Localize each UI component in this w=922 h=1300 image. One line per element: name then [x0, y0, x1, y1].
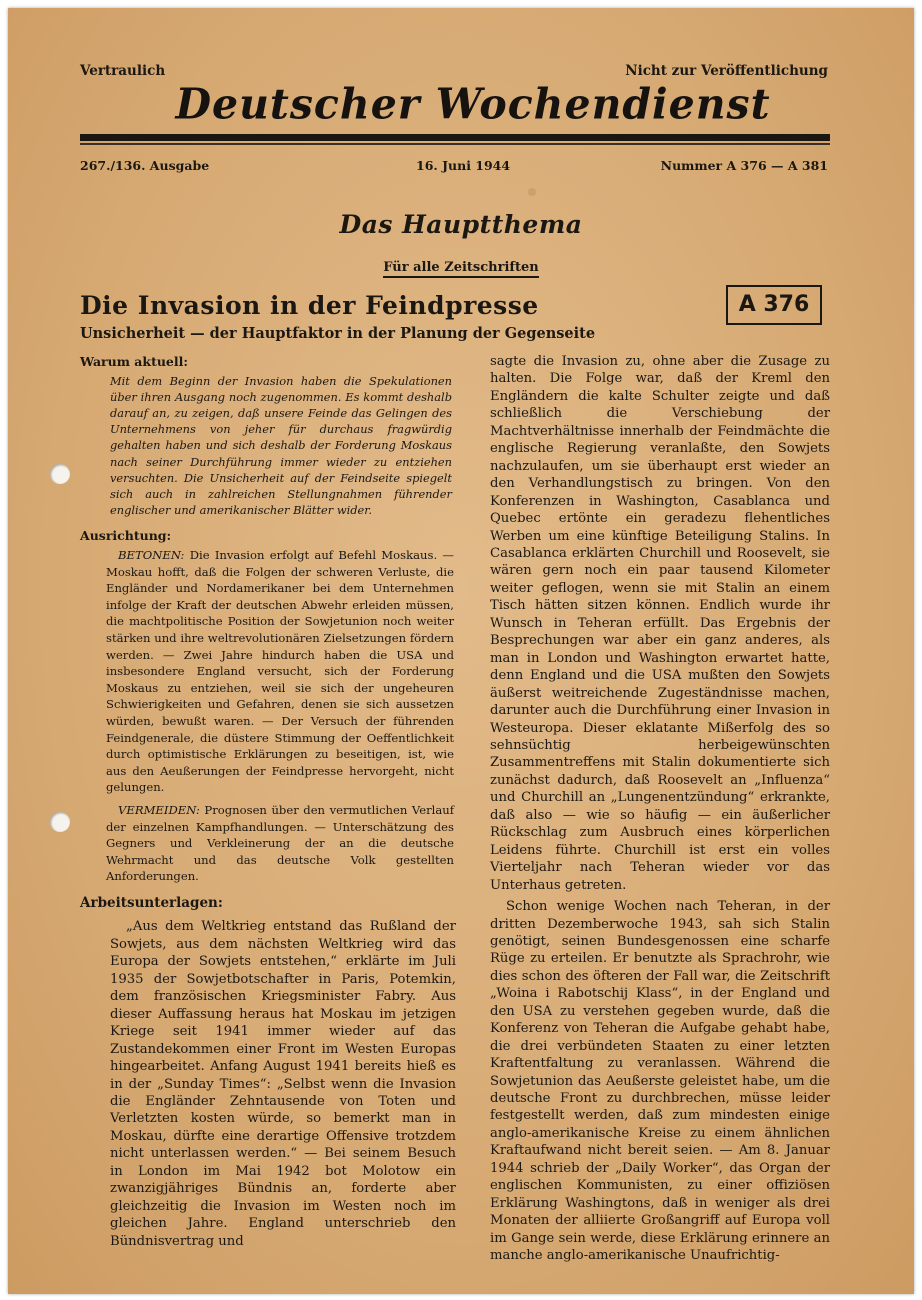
article-code-box: A 376 — [726, 285, 822, 325]
emphasize-text: Die Invasion erfolgt auf Befehl Moskaus. — Moskau hofft, daß die Folgen der schweren Verluste, die Engländer und Nordamerikaner bei dem Unternehmen infolge der Kraft der deutschen Abwehr erleiden müssen, die machtpolitische Position der Sowjetunion noch weiter stärken und ihre weltrevolutionären Zielsetzungen fördern werden. — Zwei Jahre hindurch haben die USA und insbesondere England versucht, sich der Forderung Moskaus zu entziehen, weil sie sich der ungeheuren Schwierigkeiten und Gefahren, denen sie sich aussetzen würden, bewußt waren. — Der Versuch der führenden Feindgenerale, die düstere Stimmung der Oeffentlichkeit durch optimistische Erklärungen zu beseitigen, ist, wie aus den Aeußerungen der Feindpresse hervorgeht, nicht gelungen. — [106, 548, 454, 795]
emphasize-keyword: BETONEN: — [118, 548, 185, 563]
avoid-text: Prognosen über den vermutlichen Verlauf der einzelnen Kampfhandlungen. — Unterschätzung des Gegners und Verkleinerung der an die deutsche Wehrmacht und das deutsche Volk gestellten Anforderungen. — [106, 802, 454, 884]
avoid-paragraph — [106, 802, 454, 885]
punch-hole — [50, 464, 70, 484]
document-page — [8, 8, 914, 1294]
masthead-rule — [80, 134, 830, 141]
audience-label: Für alle Zeitschriften — [383, 260, 538, 278]
masthead-rule-thin — [80, 143, 830, 145]
why-text: Mit dem Beginn der Invasion haben die Spekulationen über ihren Ausgang noch zugenommen. Es kommt deshalb darauf an, zu zeigen, daß unsere Feinde das Gelingen des Unternehmens von jeher für durchaus fragwürdig gehalten haben und sich deshalb der Forderung Moskaus nach seiner Durchführung immer wieder zu entziehen versuchten. Die Unsicherheit auf der Feindseite spiegelt sich auch in zahlreichen Stellungnahmen führender englischer und amerikanischer Blätter wider. — [110, 373, 452, 518]
masthead-title: Deutscher Wochendienst — [175, 79, 771, 129]
issue-date: 16. Juni 1944 — [416, 158, 511, 173]
right-paragraph-2: Schon wenige Wochen nach Teheran, in der dritten Dezemberwoche 1943, sah sich Stalin genötigt, seinen Bundesgenossen eine scharfe Rüge zu erteilen. Er benutzte als Sprachrohr, wie dies schon des öfteren der Fall war, die Zeitschrift „Woina i Rabotschij Klass“, in der England und den USA zu verstehen gegeben wurde, daß die Konferenz von Teheran die Aufgabe gehabt habe, die drei verbündeten Staaten zu einer letzten Kraftentfaltung zu veranlassen. Während die Sowjetunion das Aeußerste geleistet habe, um die deutsche Front zu durchbrechen, müsse leider festgestellt werden, daß zum mindesten einige anglo-amerikanische Kreise zu einem ähnlichen Kraftaufwand nicht bereit seien. — Am 8. Januar 1944 schrieb der „Daily Worker“, das Organ der englischen Kommunisten, zu einer offiziösen Erklärung Washingtons, daß in weniger als drei Monaten der alliierte Großangriff auf Europa voll im Gange sein werde, diese Erklärung erinnere an manche anglo-amerikanische Unaufrichtig- — [490, 899, 830, 1264]
section-theme: Das Hauptthema — [339, 210, 583, 239]
punch-hole — [50, 812, 70, 832]
work-materials-label: Arbeitsunterlagen: — [80, 894, 223, 911]
paper-stain — [528, 188, 536, 196]
right-paragraph-1: sagte die Invasion zu, ohne aber die Zusage zu halten. Die Folge war, daß der Kreml den Engländern die kalte Schulter zeigte und daß schließlich die Verschiebung der Machtverhältnisse innerhalb der Feindmächte die englische Regierung veranlaßte, den Sowjets nachzulaufen, um sie überhaupt erst wieder an den Verhandlungstisch zu bringen. Von den Konferenzen in Washington, Casablanca und Quebec ertönte ein geradezu flehentliches Werben um eine künftige Beteiligung Stalins. In Casablanca erklärten Churchill und Roosevelt, sie wären gern noch ein paar tausend Kilometer weiter geflogen, wenn sie mit Stalin an einem Tisch hätten sitzen können. Endlich wurde ihr Wunsch in Teheran erfüllt. Das Ergebnis der Besprechungen war aber ein ganz anderes, als man in London und Washington erwartet hatte, denn England und die USA mußten den Sowjets äußerst weitreichende Zugeständnisse machen, darunter auch die Durchführung einer Invasion in Westeuropa. Dieser eklatante Mißerfolg des so sehnsüchtig herbeigewünschten Zusammentreffens mit Stalin dokumentierte sich zunächst dadurch, daß Roosevelt an „Influenza“ und Churchill an „Lungenentzündung“ erkrankte, daß also — wie so häufig — ein äußerlicher Rückschlag zum Ausbruch eines körperlichen Leidens führte. Churchill ist erst ein volles Vierteljahr nach Teheran wieder vor das Unterhaus getreten. — [490, 354, 830, 893]
right-column — [490, 353, 830, 1265]
not-for-publication-tag: Nicht zur Veröffentlichung — [625, 63, 828, 79]
why-label: Warum aktuell: — [80, 354, 188, 369]
alignment-block — [80, 547, 456, 885]
article-subheadline: Unsicherheit — der Hauptfaktor in der Planung der Gegenseite — [80, 325, 596, 342]
confidential-tag: Vertraulich — [80, 63, 166, 79]
article-numbers: Nummer A 376 — A 381 — [660, 158, 828, 173]
avoid-keyword: VERMEIDEN: — [118, 802, 200, 817]
emphasize-paragraph — [106, 547, 454, 796]
article-headline: Die Invasion in der Feindpresse — [80, 291, 539, 320]
issue-number: 267./136. Ausgabe — [80, 158, 210, 173]
work-materials-text: „Aus dem Weltkrieg entstand das Rußland der Sowjets, aus dem nächsten Weltkrieg wird das Europa der Sowjets entstehen,“ erklärte im Juli 1935 der Sowjetbotschafter in Paris, Potemkin, dem französischen Kriegsminister Fabry. Aus dieser Auffassung heraus hat Moskau im jetzigen Kriege seit 1941 immer wieder auf das Zustandekommen einer Front im Westen Europas hingearbeitet. Anfang August 1941 bereits hieß es in der „Sunday Times“: „Selbst wenn die Invasion die Engländer Zehntausende von Toten und Verletzten kosten würde, so bemerkt man in Moskau, dürfte eine derartige Offensive trotzdem nicht unterlassen werden.“ — Bei seinem Besuch in London im Mai 1942 bot Molotow ein zwanzigjähriges Bündnis an, forderte aber gleichzeitig die Invasion im Westen noch im gleichen Jahre. England unterschrieb den Bündnisvertrag und — [110, 919, 456, 1249]
alignment-label: Ausrichtung: — [80, 528, 172, 544]
audience-line — [8, 260, 914, 275]
left-column — [80, 353, 456, 1250]
